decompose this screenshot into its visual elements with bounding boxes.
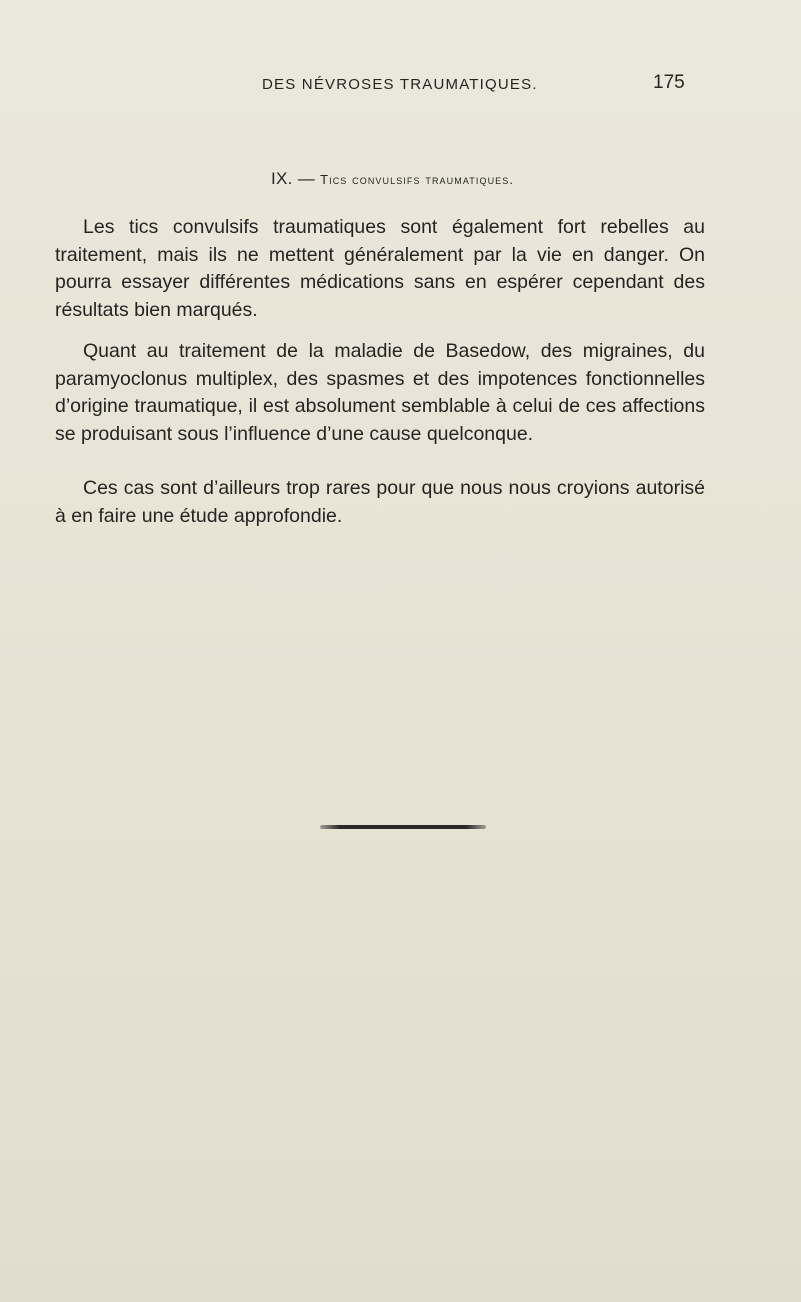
paragraph: Ces cas sont d’ailleurs trop rares pour que nous nous croyions autorisé à en faire une étude approfondie.: [55, 477, 705, 527]
section-numeral: IX.: [271, 169, 293, 188]
section-heading: [271, 169, 514, 189]
section-title: Tics convulsifs traumatiques.: [320, 172, 515, 187]
end-rule: [320, 825, 486, 829]
running-title: DES NÉVROSES TRAUMATIQUES.: [262, 76, 538, 93]
paragraph: Les tics convulsifs traumatiques sont également fort rebelles au traitement, mais ils ne mettent généralement par la vie en danger. On pourra essayer différentes médications sans en espérer cependant des résultats bien marqués.: [55, 216, 705, 321]
section-dash: —: [297, 169, 316, 188]
running-head: [0, 72, 801, 100]
paragraph: Quant au traitement de la maladie de Basedow, des migraines, du paramyoclonus multiplex, des spasmes et des impotences fonctionnelles d’origine traumatique, il est absolument semblable à celui de ces affections se produisant sous l’influence d’une cause quelconque.: [55, 340, 705, 445]
page-number: 175: [653, 72, 685, 93]
